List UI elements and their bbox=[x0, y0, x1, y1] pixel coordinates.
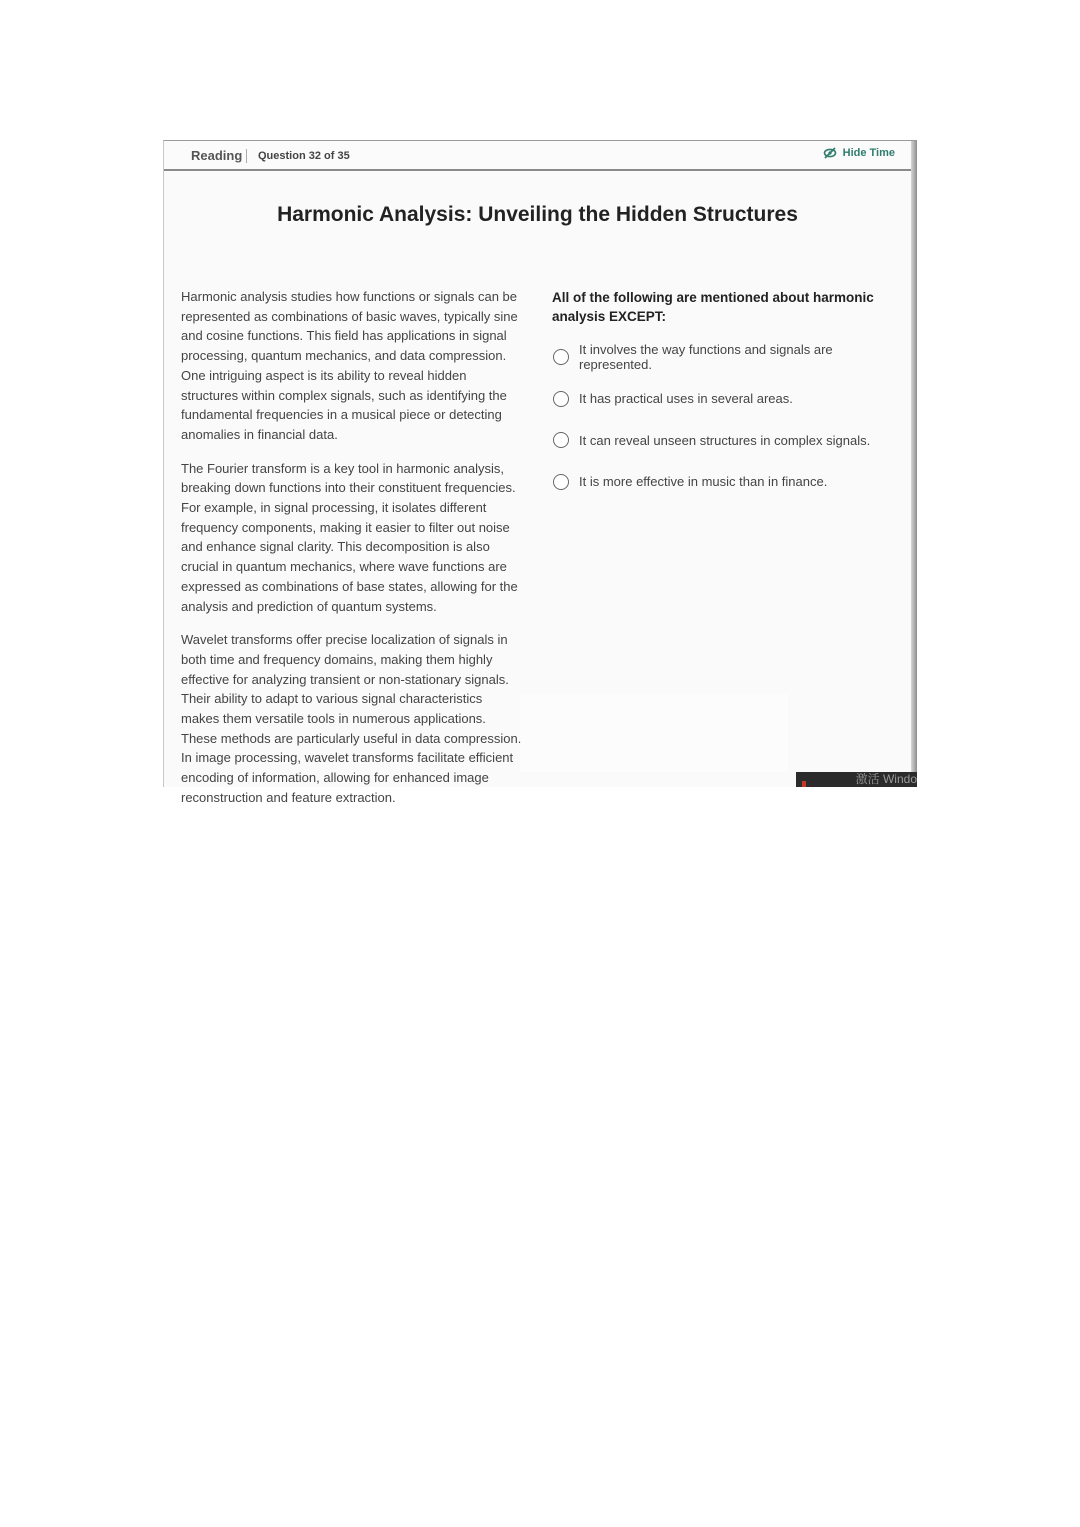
radio-button-icon[interactable] bbox=[553, 474, 569, 490]
passage-paragraph: The Fourier transform is a key tool in harmonic analysis, breaking down functions into their constituent frequencies. For example, in signal processing, it isolates different frequency components, making it easier to filter out noise and enhance signal clarity. This decomposition is also crucial in quantum mechanics, where wave functions are expressed as combinations of base states, allowing for the analysis and prediction of quantum systems. bbox=[181, 460, 518, 614]
radio-button-icon[interactable] bbox=[553, 432, 569, 448]
passage-title: Harmonic Analysis: Unveiling the Hidden Structures bbox=[277, 203, 798, 226]
watermark-logo-icon bbox=[802, 781, 806, 787]
top-bar bbox=[164, 141, 911, 171]
radio-button-icon[interactable] bbox=[553, 391, 569, 407]
question-prompt: All of the following are mentioned about harmonic analysis EXCEPT: bbox=[552, 290, 874, 324]
answer-option-4[interactable] bbox=[553, 472, 908, 492]
hide-time-button[interactable] bbox=[823, 147, 895, 159]
hide-time-label: Hide Time bbox=[842, 147, 895, 159]
answer-options bbox=[553, 342, 908, 513]
test-screen bbox=[163, 140, 917, 805]
radio-button-icon[interactable] bbox=[553, 349, 569, 365]
answer-option-label: It involves the way functions and signals are represented. bbox=[579, 342, 833, 372]
answer-option-2[interactable] bbox=[553, 389, 908, 409]
header-divider bbox=[246, 149, 247, 163]
answer-option-label: It is more effective in music than in finance. bbox=[579, 474, 828, 489]
watermark-text: 激活 Windo bbox=[855, 772, 917, 786]
answer-option-label: It can reveal unseen structures in complex signals. bbox=[579, 432, 871, 448]
window-edge bbox=[911, 141, 917, 787]
reading-passage bbox=[181, 287, 523, 822]
question-counter: Question 32 of 35 bbox=[258, 150, 350, 162]
answer-option-3[interactable] bbox=[553, 430, 908, 450]
answer-option-1[interactable] bbox=[553, 342, 908, 372]
screen-glare bbox=[520, 694, 788, 772]
section-label: Reading bbox=[191, 148, 243, 163]
answer-option-label: It has practical uses in several areas. bbox=[579, 391, 793, 406]
eye-slash-icon bbox=[823, 147, 837, 159]
activation-watermark bbox=[796, 772, 917, 787]
passage-paragraph: Wavelet transforms offer precise localization of signals in both time and frequency domains, making them highly effective for analyzing transient or non-stationary signals. Their ability to adapt to various signal characteristics makes them versatile tools in numerous applications. These methods are particularly useful in data compression. In image processing, wavelet transforms facilitate efficient encoding of information, allowing for enhanced image reconstruction and feature extraction. bbox=[181, 632, 522, 805]
passage-paragraph: Harmonic analysis studies how functions or signals can be represented as combinations of basic waves, typically sine and cosine functions. This field has applications in signal processing, quantum mechanics, and data compression. One intriguing aspect is its ability to reveal hidden structures within complex signals, such as identifying the fundamental frequencies in a musical piece or detecting anomalies in financial data. bbox=[181, 289, 518, 442]
